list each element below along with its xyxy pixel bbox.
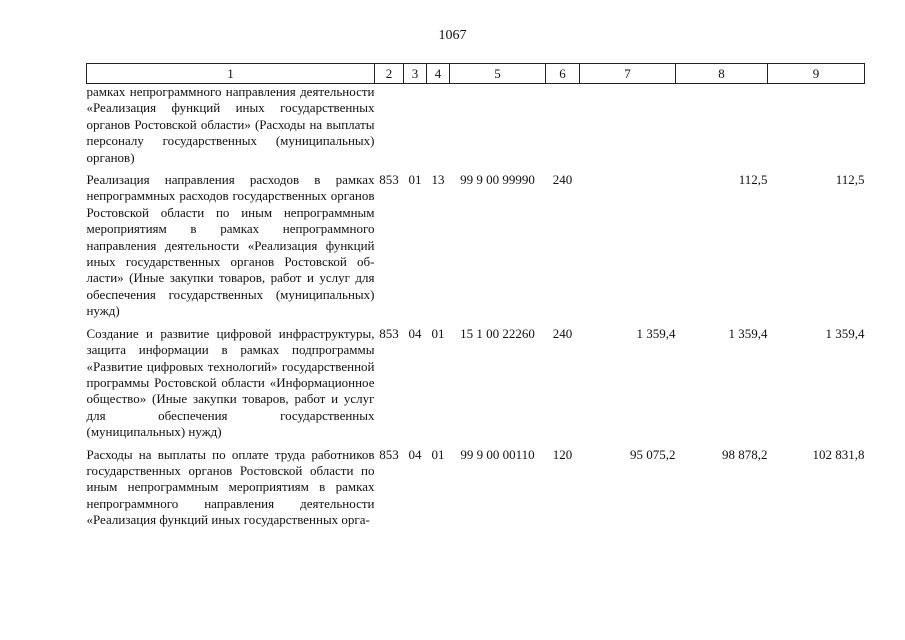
cell-col-9: 1 359,4: [825, 325, 865, 341]
cell-col-6: [546, 84, 580, 173]
cell-col-8: 1 359,4: [728, 325, 768, 341]
cell-col-3: 01: [408, 172, 422, 188]
table-row: [87, 447, 865, 535]
cell-col-9: 112,5: [835, 172, 865, 188]
cell-col-3: 04: [408, 325, 422, 341]
column-header-5: 5: [450, 64, 546, 84]
cell-col-7: 1 359,4: [636, 325, 676, 341]
cell-col-3: [404, 84, 427, 173]
table-row: [87, 84, 865, 173]
cell-col-5: [450, 84, 546, 173]
column-header-7: 7: [580, 64, 676, 84]
table-row: [87, 326, 865, 447]
column-header-8: 8: [676, 64, 768, 84]
cell-col-4: 13: [431, 172, 445, 188]
cell-col-7: [580, 172, 676, 326]
row-description: рамках непрограммного направления деятельности «Реализация функций иных государственных органов Ростовской области» (Расходы на выплаты персоналу государственных (муниципальных) органов): [86, 84, 375, 165]
table-row: [87, 172, 865, 326]
column-header-1: 1: [87, 64, 375, 84]
page-number: 1067: [438, 28, 467, 43]
column-header-2: 2: [375, 64, 404, 84]
budget-table: [86, 63, 865, 535]
column-header-4: 4: [427, 64, 450, 84]
cell-col-4: 01: [431, 446, 445, 462]
cell-col-7: 95 075,2: [630, 446, 676, 462]
cell-col-4: 01: [431, 325, 445, 341]
cell-col-8: 112,5: [738, 172, 768, 188]
cell-col-5: 15 1 00 22260: [460, 325, 535, 341]
column-header-6: 6: [546, 64, 580, 84]
cell-col-2: [375, 84, 404, 173]
cell-col-2: 853: [379, 446, 399, 462]
cell-col-7: [580, 84, 676, 173]
row-description: Создание и развитие цифровой инфраструктуры, защита информации в рамках подпрограммы «Развитие цифровых технологий» государственной программы Ростовской области «Информационное общество» (Иные закупки товаров, работ и услуг для обеспечения государственных (муниципальных) нужд): [86, 325, 375, 440]
cell-col-9: [768, 84, 865, 173]
cell-col-5: 99 9 00 99990: [460, 172, 535, 188]
cell-col-6: 120: [552, 446, 573, 462]
table-header: [87, 64, 865, 84]
column-header-3: 3: [404, 64, 427, 84]
cell-col-9: 102 831,8: [812, 446, 865, 462]
cell-col-4: [427, 84, 450, 173]
cell-col-5: 99 9 00 00110: [460, 446, 535, 462]
cell-col-8: [676, 84, 768, 173]
cell-col-6: 240: [552, 172, 573, 188]
cell-col-6: 240: [552, 325, 573, 341]
cell-col-3: 04: [408, 446, 422, 462]
cell-col-2: 853: [379, 172, 399, 188]
cell-col-8: 98 878,2: [722, 446, 768, 462]
row-description: Расходы на выплаты по оплате труда работников государственных органов Ростовской области по иным непрограммным мероприятиям в рамках непрограммного направления деятельности «Реализация функций иных государственных орга-: [86, 446, 375, 528]
cell-col-2: 853: [379, 325, 399, 341]
column-header-9: 9: [768, 64, 865, 84]
row-description: Реализация направления расходов в рамках непрограммных расходов государственных органов Ростовской области по иным непрограммным мероприятиям в рамках непрограммного направления деятельности «Реализация функций иных государственных органов Ростовской области» (Иные закупки товаров, работ и услуг для обеспечения государственных (муниципальных) нужд): [86, 172, 375, 319]
